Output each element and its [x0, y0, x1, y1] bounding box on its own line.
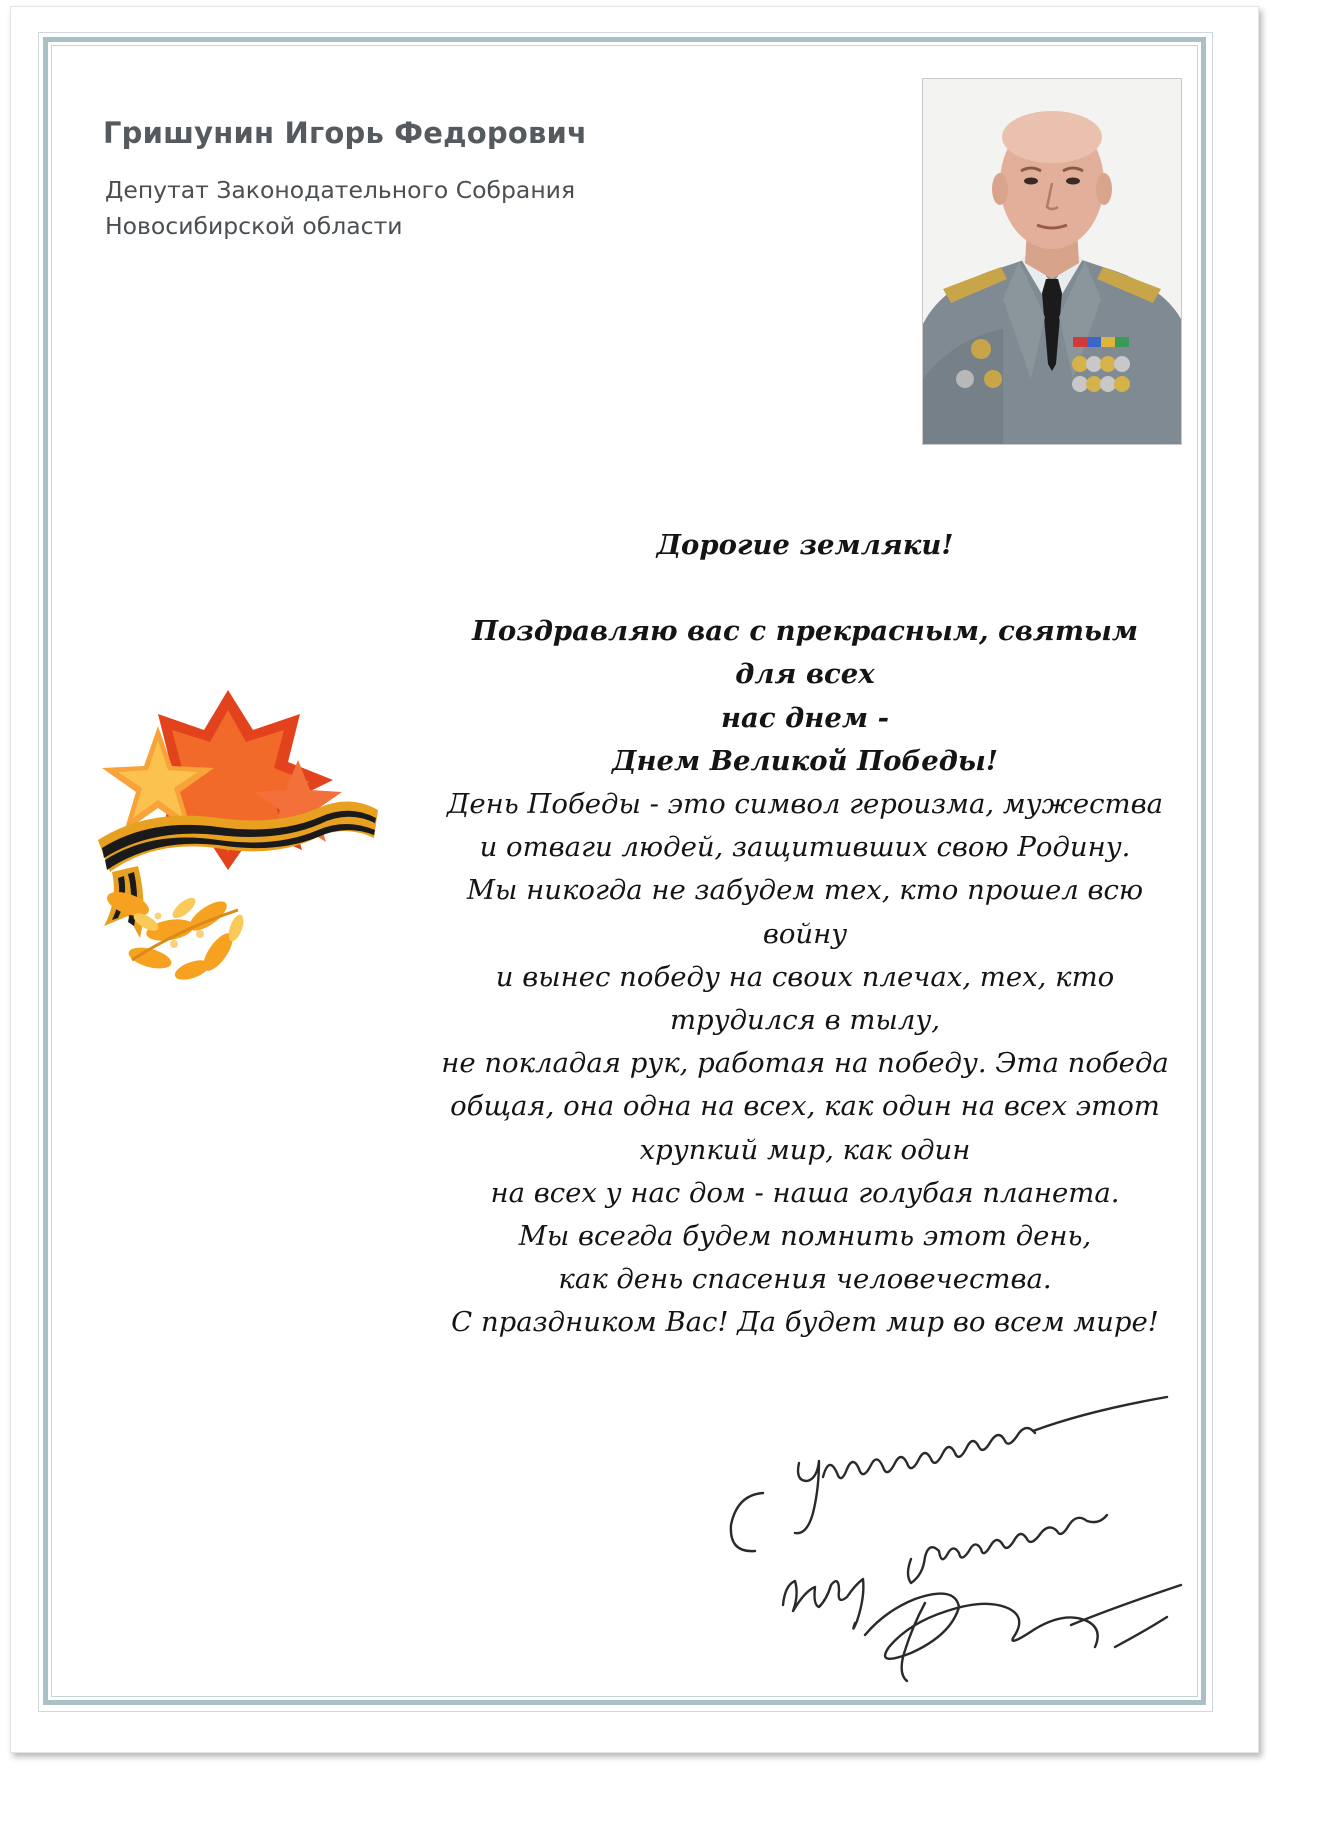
letter-line: Поздравляю вас с прекрасным, святым для всех — [471, 615, 1139, 691]
author-position — [105, 172, 575, 244]
victory-day-emblem — [88, 690, 388, 980]
letter-line: общая, она одна на всех, как один на всех этот — [450, 1090, 1160, 1123]
letter-line: трудился в тылу, — [669, 1004, 941, 1037]
letter-line: Мы никогда не забудем тех, кто прошел всю — [466, 874, 1144, 907]
letter-greeting: Дорогие земляки! — [656, 529, 954, 561]
letter-line: и вынес победу на своих плечах, тех, кто — [495, 960, 1115, 993]
author-name: Гришунин Игорь Федорович — [103, 116, 588, 150]
letter-line: и отваги людей, защитивших свою Родину. — [479, 831, 1131, 864]
letter-line: С праздником Вас! Да будет мир во всем мире! — [451, 1306, 1159, 1339]
letter-line: не покладая рук, работая на победу. Эта победа — [441, 1047, 1169, 1080]
letter-line: Мы всегда будем помнить этот день, — [518, 1220, 1092, 1253]
author-position-line-1: Депутат Законодательного Собрания — [105, 176, 576, 204]
letter-line: на всех у нас дом - наша голубая планета. — [490, 1176, 1120, 1209]
portrait-icon — [923, 79, 1181, 444]
letter-line: Днем Великой Победы! — [612, 744, 998, 777]
letter-body — [440, 524, 1170, 1345]
letter-line: хрупкий мир, как один — [639, 1133, 971, 1166]
letter-line: войну — [762, 917, 848, 950]
portrait-photo — [922, 78, 1182, 445]
signature-icon — [715, 1385, 1185, 1685]
letter-line: нас днем - — [721, 701, 889, 734]
author-position-line-2: Новосибирской области — [105, 212, 403, 240]
star-ribbon-icon — [88, 690, 388, 980]
handwritten-signature — [715, 1385, 1185, 1685]
letter-line: День Победы - это символ героизма, мужества — [446, 788, 1164, 821]
letter-line: как день спасения человечества. — [558, 1263, 1052, 1296]
